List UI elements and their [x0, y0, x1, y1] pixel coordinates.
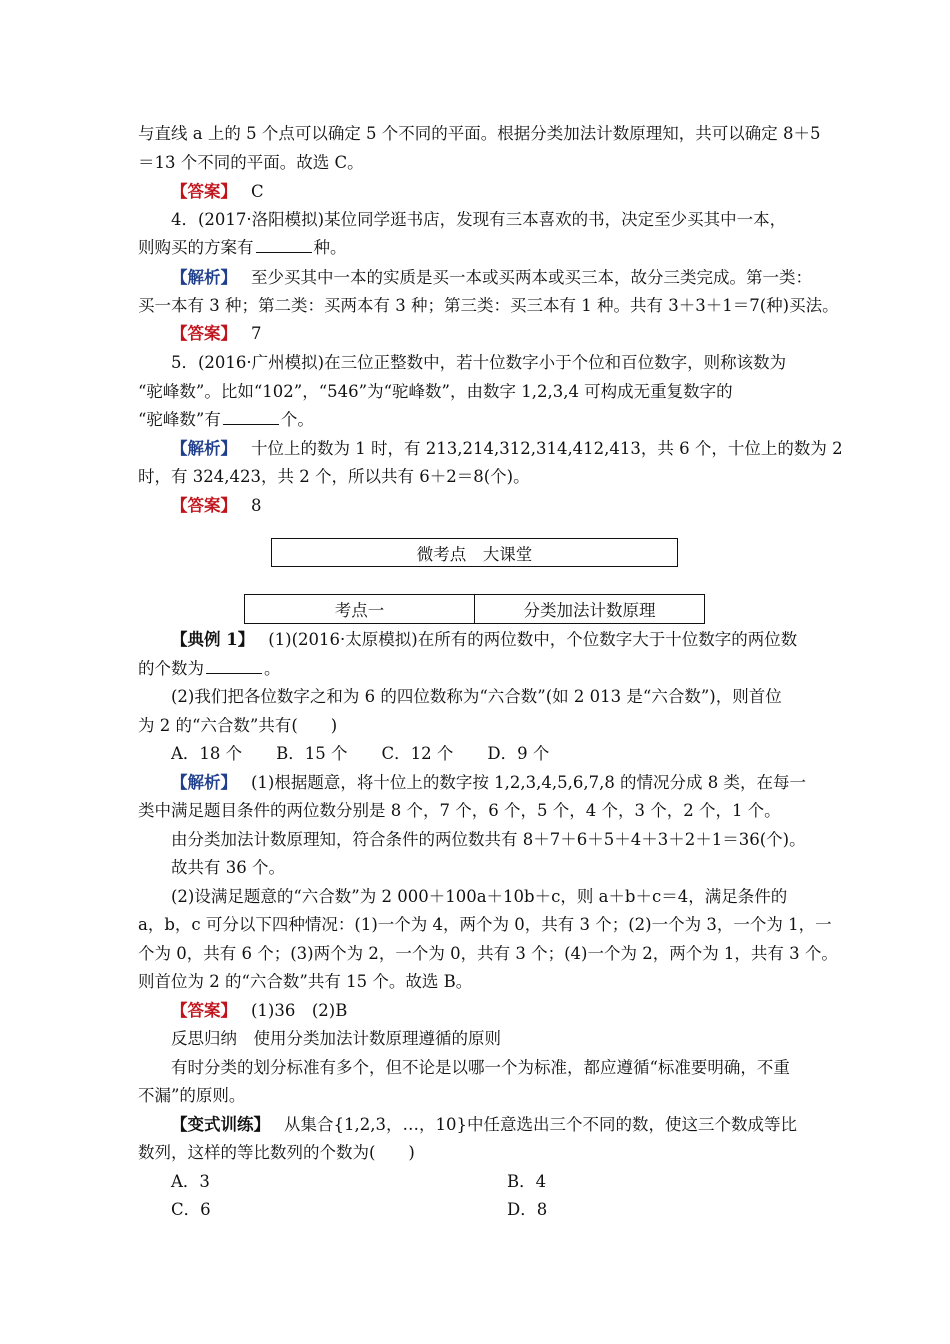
option-c: C．6 [171, 1200, 211, 1219]
question-text: (1)(2016·太原模拟)在所有的两位数中，个位数字大于十位数字的两位数 [268, 630, 798, 649]
example1-options [171, 742, 861, 766]
answer-label: 【答案】 [171, 324, 237, 343]
section-title: 微考点 大课堂 [416, 544, 533, 564]
question-text: 种。 [313, 238, 347, 257]
reflection-body-line2: 不漏”的原则。 [138, 1086, 246, 1105]
option-c: C．12 个 [381, 744, 454, 763]
problem3-continuation-line2: ＝13 个不同的平面。故选 C。 [138, 153, 364, 172]
problem3-answer [171, 180, 861, 204]
example1-analysis-line5: (2)设满足题意的“六合数”为 2 000＋100a＋10b＋c，则 a＋b＋c＝4，满足条件的 [171, 887, 788, 906]
answer-blank [223, 408, 279, 425]
example1-analysis-line4: 故共有 36 个。 [171, 858, 285, 877]
answer-label: 【答案】 [171, 496, 237, 515]
example-label: 【典例 1】 [171, 630, 255, 649]
answer-value: 8 [251, 496, 262, 515]
example1-answer [171, 999, 861, 1023]
example1-question-line2 [138, 657, 828, 681]
option-b: B．4 [507, 1172, 547, 1191]
problem4-answer [171, 322, 861, 346]
question-text: 从集合{1,2,3，…，10}中任意选出三个不同的数，使这三个数成等比 [284, 1115, 797, 1134]
question-text: 个。 [280, 410, 314, 429]
problem4-analysis-line1 [171, 266, 861, 290]
answer-label: 【答案】 [171, 182, 237, 201]
option-a: A．3 [171, 1172, 210, 1191]
analysis-label: 【解析】 [171, 268, 237, 287]
question-text: 。 [264, 659, 281, 678]
reflection-title: 反思归纳 使用分类加法计数原理遵循的原则 [171, 1029, 501, 1048]
problem4-question-line1: 4．(2017·洛阳模拟)某位同学逛书店，发现有三本喜欢的书，决定至少买其中一本， [171, 210, 787, 229]
variant-question-line2: 数列，这样的等比数列的个数为( ) [138, 1143, 415, 1162]
analysis-text: 至少买其中一本的实质是买一本或买两本或买三本，故分三类完成。第一类： [251, 268, 812, 287]
example1-analysis-line1 [171, 771, 861, 795]
analysis-text: 十位上的数为 1 时，有 213,214,312,314,412,413，共 6 个，十位上的数为 2 [251, 439, 843, 458]
analysis-label: 【解析】 [171, 439, 237, 458]
answer-value: (1)36 (2)B [251, 1001, 348, 1020]
problem5-analysis-line1 [171, 437, 861, 461]
kaodian-label: 考点一 [334, 601, 385, 620]
kaodian-box [244, 594, 705, 624]
variant-question-line1 [171, 1113, 861, 1137]
option-d: D．8 [507, 1200, 548, 1219]
reflection-body-line1: 有时分类的划分标准有多个，但不论是以哪一个为标准，都应遵循“标准要明确，不重 [171, 1058, 790, 1077]
example1-question-line3: (2)我们把各位数字之和为 6 的四位数称为“六合数”(如 2 013 是“六合数”)，则首位 [171, 687, 782, 706]
answer-value: 7 [251, 324, 262, 343]
answer-value: C [251, 182, 264, 201]
kaodian-topic: 分类加法计数原理 [474, 595, 704, 623]
example1-analysis-line7: 个为 0，共有 6 个；(3)两个为 2，一个为 0，共有 3 个；(4)一个为 2，两个为 1，共有 3 个。 [138, 944, 838, 963]
problem5-question-line1: 5．(2016·广州模拟)在三位正整数中，若十位数字小于个位和百位数字，则称该数为 [171, 353, 787, 372]
problem5-question-line2: “驼峰数”。比如“102”，“546”为“驼峰数”，由数字 1,2,3,4 可构成无重复数字的 [138, 382, 733, 401]
problem5-analysis-line2: 时，有 324,423，共 2 个，所以共有 6＋2＝8(个)。 [138, 467, 530, 486]
example1-analysis-line3: 由分类加法计数原理知，符合条件的两位数共有 8＋7＋6＋5＋4＋3＋2＋1＝36(个)。 [171, 830, 806, 849]
question-text: 则购买的方案有 [138, 238, 254, 257]
analysis-label: 【解析】 [171, 773, 237, 792]
example1-analysis-line8: 则首位为 2 的“六合数”共有 15 个。故选 B。 [138, 972, 473, 991]
example1-analysis-line6: a，b，c 可分以下四种情况：(1)一个为 4，两个为 0，共有 3 个；(2)一个为 3，一个为 1，一 [138, 915, 832, 934]
section-title-box [271, 538, 678, 567]
option-d: D．9 个 [487, 744, 550, 763]
answer-blank [206, 657, 262, 674]
option-a: A．18 个 [171, 744, 243, 763]
problem3-continuation-line1: 与直线 a 上的 5 个点可以确定 5 个不同的平面。根据分类加法计数原理知，共可以确定 8＋5 [138, 124, 821, 143]
problem4-question-line2 [138, 236, 828, 260]
example1-analysis-line2: 类中满足题目条件的两位数分别是 8 个，7 个，6 个，5 个，4 个，3 个，2 个，1 个。 [138, 801, 781, 820]
example1-question-line4: 为 2 的“六合数”共有( ) [138, 716, 338, 735]
answer-label: 【答案】 [171, 1001, 237, 1020]
question-text: “驼峰数”有 [138, 410, 221, 429]
example1-question-line1 [171, 628, 861, 652]
problem5-question-line3 [138, 408, 828, 432]
question-text: 的个数为 [138, 659, 204, 678]
answer-blank [256, 236, 312, 253]
problem4-analysis-line2: 买一本有 3 种；第二类：买两本有 3 种；第三类：买三本有 1 种。共有 3＋3＋1＝7(种)买法。 [138, 296, 839, 315]
option-b: B．15 个 [276, 744, 348, 763]
variant-label: 【变式训练】 [171, 1115, 270, 1134]
analysis-text: (1)根据题意，将十位上的数字按 1,2,3,4,5,6,7,8 的情况分成 8 类，在每一 [251, 773, 807, 792]
problem5-answer [171, 494, 861, 518]
